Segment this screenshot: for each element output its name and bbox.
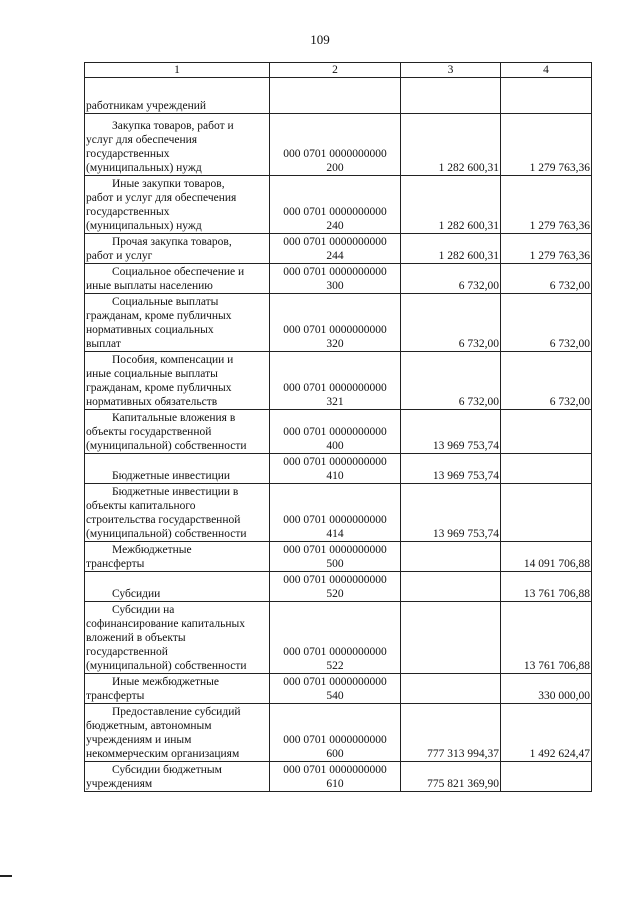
row-code-cell <box>270 704 401 762</box>
row-name-line: иные выплаты населению <box>86 280 213 292</box>
row-value-col4: 1 279 763,36 <box>501 234 592 264</box>
row-name-line: Пособия, компенсации и <box>112 354 234 366</box>
row-code-line: 000 0701 0000000000 <box>283 574 387 586</box>
row-name-line: Субсидии бюджетным <box>112 764 222 776</box>
row-code-line: 520 <box>326 588 344 600</box>
row-value-col4 <box>501 454 592 484</box>
row-code-line: 000 0701 0000000000 <box>283 646 387 658</box>
row-value-col4: 1 279 763,36 <box>501 176 592 234</box>
row-code-cell <box>270 572 401 602</box>
table-row <box>85 264 592 294</box>
row-value-col4: 330 000,00 <box>501 674 592 704</box>
row-code-line: 000 0701 0000000000 <box>283 514 387 526</box>
row-value-col4: 13 761 706,88 <box>501 602 592 674</box>
row-name-line: объекты государственной <box>86 426 212 438</box>
row-name-line: государственных <box>86 148 170 160</box>
row-code-cell <box>270 454 401 484</box>
row-value-col4: 6 732,00 <box>501 294 592 352</box>
row-code-line: 000 0701 0000000000 <box>283 266 387 278</box>
row-name-cell <box>85 704 270 762</box>
row-name-cell <box>85 352 270 410</box>
row-value-col3: 13 969 753,74 <box>401 410 501 454</box>
row-name-cell <box>85 674 270 704</box>
row-name-line: работ и услуг <box>86 250 153 262</box>
row-code-line: 000 0701 0000000000 <box>283 764 387 776</box>
row-name-line: услуг для обеспечения <box>86 134 198 146</box>
row-value-col3: 1 282 600,31 <box>401 176 501 234</box>
row-code-line: 244 <box>326 250 344 262</box>
row-name-cell <box>85 114 270 176</box>
row-code-line: 414 <box>326 528 344 540</box>
row-name-line: гражданам, кроме публичных <box>86 310 232 322</box>
row-code-line: 522 <box>326 660 344 672</box>
row-code-line: 410 <box>326 470 344 482</box>
row-name-cell <box>85 176 270 234</box>
row-code-line: 000 0701 0000000000 <box>283 456 387 468</box>
row-value-col3: 13 969 753,74 <box>401 454 501 484</box>
budget-table <box>84 62 592 792</box>
row-value-col3: 1 282 600,31 <box>401 234 501 264</box>
row-code-cell <box>270 410 401 454</box>
row-code-line: 600 <box>326 748 344 760</box>
row-value-col3: 6 732,00 <box>401 352 501 410</box>
row-code-line: 000 0701 0000000000 <box>283 426 387 438</box>
row-name-line: трансферты <box>86 558 145 570</box>
row-value-col3: 13 969 753,74 <box>401 484 501 542</box>
table-row <box>85 454 592 484</box>
row-value-col4 <box>501 410 592 454</box>
row-code-cell <box>270 674 401 704</box>
table-row <box>85 572 592 602</box>
row-code-line: 610 <box>326 778 344 790</box>
row-name-line: Социальное обеспечение и <box>112 266 245 278</box>
row-code-cell <box>270 352 401 410</box>
row-name-line: выплат <box>86 338 121 350</box>
row-name-cell <box>85 762 270 792</box>
row-code-line: 000 0701 0000000000 <box>283 734 387 746</box>
row-value-col4: 6 732,00 <box>501 352 592 410</box>
row-name-line: софинансирование капитальных <box>86 618 245 630</box>
row-name-line: Иные межбюджетные <box>112 676 219 688</box>
table-row <box>85 704 592 762</box>
row-name-line: Закупка товаров, работ и <box>112 120 234 132</box>
row-name-cell <box>85 234 270 264</box>
table-row <box>85 352 592 410</box>
row-value-col3 <box>401 602 501 674</box>
row-value-col3 <box>401 78 501 114</box>
table-row <box>85 762 592 792</box>
table-row <box>85 674 592 704</box>
row-name-cell <box>85 484 270 542</box>
row-code-cell <box>270 484 401 542</box>
row-code-line: 240 <box>326 220 344 232</box>
row-code-line: 300 <box>326 280 344 292</box>
row-code-line: 000 0701 0000000000 <box>283 382 387 394</box>
row-name-line: учреждениям и иным <box>86 734 192 746</box>
row-value-col4: 1 279 763,36 <box>501 114 592 176</box>
table-row <box>85 410 592 454</box>
row-value-col3: 775 821 369,90 <box>401 762 501 792</box>
row-code-line: 000 0701 0000000000 <box>283 206 387 218</box>
row-code-line: 000 0701 0000000000 <box>283 544 387 556</box>
column-header: 1 <box>85 63 270 78</box>
row-code-cell <box>270 176 401 234</box>
row-value-col4: 1 492 624,47 <box>501 704 592 762</box>
row-value-col4: 14 091 706,88 <box>501 542 592 572</box>
row-value-col4: 6 732,00 <box>501 264 592 294</box>
row-name-line: гражданам, кроме публичных <box>86 382 232 394</box>
row-name-line: Капитальные вложения в <box>112 412 236 424</box>
row-value-col4: 13 761 706,88 <box>501 572 592 602</box>
table-header-row <box>85 63 592 78</box>
row-name-line: работ и услуг для обеспечения <box>86 192 237 204</box>
row-code-line: 500 <box>326 558 344 570</box>
row-code-line: 000 0701 0000000000 <box>283 676 387 688</box>
row-name-cell <box>85 264 270 294</box>
row-code-cell <box>270 542 401 572</box>
row-name-line: (муниципальной) собственности <box>86 660 247 672</box>
row-code-cell <box>270 602 401 674</box>
row-name-line: (муниципальных) нужд <box>86 220 202 232</box>
row-code-line: 320 <box>326 338 344 350</box>
row-code-line: 400 <box>326 440 344 452</box>
row-value-col3: 777 313 994,37 <box>401 704 501 762</box>
row-name-line: Бюджетные инвестиции в <box>112 486 239 498</box>
row-name-line: трансферты <box>86 690 145 702</box>
row-value-col4 <box>501 78 592 114</box>
row-name-line: бюджетным, автономным <box>86 720 212 732</box>
table-row <box>85 114 592 176</box>
row-value-col3 <box>401 674 501 704</box>
table-row <box>85 294 592 352</box>
row-name-line: Иные закупки товаров, <box>112 178 225 190</box>
row-code-cell <box>270 762 401 792</box>
row-code-line: 540 <box>326 690 344 702</box>
row-name-line: некоммерческим организациям <box>86 748 240 760</box>
row-value-col4 <box>501 484 592 542</box>
row-name-cell <box>85 78 270 114</box>
row-code-line: 000 0701 0000000000 <box>283 148 387 160</box>
row-code-line: 000 0701 0000000000 <box>283 236 387 248</box>
row-code-cell <box>270 234 401 264</box>
row-value-col3 <box>401 542 501 572</box>
row-code-cell <box>270 78 401 114</box>
row-name-cell <box>85 454 270 484</box>
row-name-line: государственных <box>86 206 170 218</box>
row-code-cell <box>270 114 401 176</box>
row-name-line: Субсидии <box>112 588 161 600</box>
row-name-line: Предоставление субсидий <box>112 706 241 718</box>
row-name-line: Прочая закупка товаров, <box>112 236 232 248</box>
row-code-line: 321 <box>326 396 344 408</box>
row-name-cell <box>85 410 270 454</box>
table-row <box>85 78 592 114</box>
row-name-line: (муниципальных) нужд <box>86 162 202 174</box>
row-code-cell <box>270 294 401 352</box>
row-name-line: нормативных социальных <box>86 324 214 336</box>
table-row <box>85 176 592 234</box>
table-body <box>85 63 592 792</box>
row-value-col4 <box>501 762 592 792</box>
edge-mark <box>0 875 12 877</box>
page-number: 109 <box>310 32 330 47</box>
row-name-line: нормативных обязательств <box>86 396 218 408</box>
column-header: 2 <box>270 63 401 78</box>
row-name-line: Субсидии на <box>112 604 175 616</box>
table-row <box>85 234 592 264</box>
row-name-line: вложений в объекты <box>86 632 186 644</box>
row-name-line: строительства государственной <box>86 514 241 526</box>
row-name-cell <box>85 542 270 572</box>
row-name-line: Бюджетные инвестиции <box>112 470 231 482</box>
row-name-line: (муниципальной) собственности <box>86 528 247 540</box>
row-name-line: работникам учреждений <box>86 100 207 112</box>
row-value-col3: 1 282 600,31 <box>401 114 501 176</box>
row-name-line: объекты капитального <box>86 500 196 512</box>
row-name-line: Социальные выплаты <box>112 296 219 308</box>
row-name-line: (муниципальной) собственности <box>86 440 247 452</box>
row-name-cell <box>85 602 270 674</box>
row-name-line: учреждениям <box>86 778 153 790</box>
table-row <box>85 542 592 572</box>
row-name-cell <box>85 572 270 602</box>
row-code-cell <box>270 264 401 294</box>
row-name-cell <box>85 294 270 352</box>
row-value-col3: 6 732,00 <box>401 294 501 352</box>
row-value-col3 <box>401 572 501 602</box>
row-name-line: государственной <box>86 646 168 658</box>
column-header: 3 <box>401 63 501 78</box>
row-value-col3: 6 732,00 <box>401 264 501 294</box>
row-name-line: иные социальные выплаты <box>86 368 218 380</box>
row-code-line: 000 0701 0000000000 <box>283 324 387 336</box>
table-row <box>85 602 592 674</box>
table-row <box>85 484 592 542</box>
row-name-line: Межбюджетные <box>112 544 192 556</box>
row-code-line: 200 <box>326 162 344 174</box>
column-header: 4 <box>501 63 592 78</box>
